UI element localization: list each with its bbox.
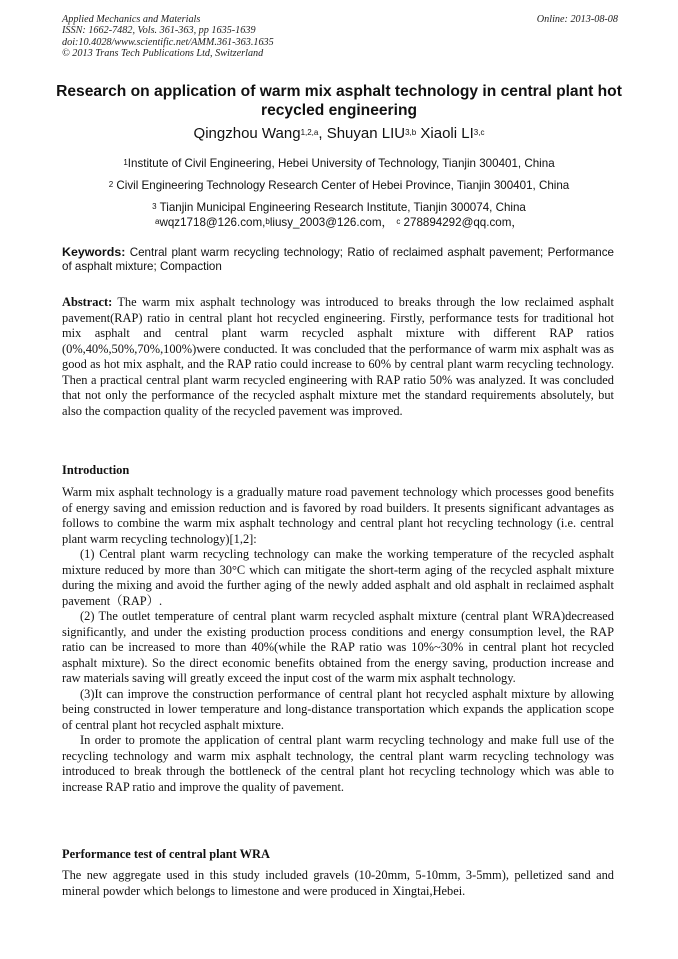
affiliation-sup: 1 (123, 158, 128, 167)
doi-line: doi:10.4028/www.scientific.net/AMM.361-363.1635 (62, 36, 274, 48)
author-separator: , (318, 125, 327, 142)
author-list (50, 124, 628, 143)
email-sup: c (396, 217, 401, 226)
affiliation-sup: 2 (108, 180, 114, 189)
performance-body (62, 868, 614, 899)
abstract-label: Abstract: (62, 295, 113, 309)
copyright-line: © 2013 Trans Tech Publications Ltd, Switzerland (62, 48, 264, 60)
paragraph: In order to promote the application of central plant warm recycling technology and make full use of the recycling technology and warm mix asphalt technology, the central plant warm recycling technology was introduced to break through the bottleneck of the central plant hot recycling technology which was able to increase RAP ratio and improve the quality of pavement. (62, 733, 614, 794)
affiliation-sup: 3 (152, 202, 157, 211)
affiliation-text: Tianjin Municipal Engineering Research Institute, Tianjin 300074, China (159, 201, 526, 214)
online-date: Online: 2013-08-08 (536, 14, 618, 25)
affiliation (50, 157, 628, 171)
introduction-body (62, 485, 614, 795)
email-a: wqz1718@126.com, (159, 216, 266, 229)
keywords-text: Central plant warm recycling technology; Ratio of reclaimed asphalt pavement; Performance of asphalt mixture; Compaction (62, 246, 614, 274)
journal-header (62, 14, 618, 60)
abstract-text: The warm mix asphalt technology was introduced to breaks through the low reclaimed asphalt pavement(RAP) ratio in central plant hot recycled engineering. Firstly, performance tests for traditional hot mix asphalt and central plant warm recycled asphalt mixture with different RAP ratios (0%,40%,50%,70%,100%)were conducted. It was concluded that the performance of warm mix asphalt was as good as hot mix asphalt, and the RAP ratio could increase to 60% by central plant warm recycling technology. Then a practical central plant warm recycled engineering with RAP ratio 50% was analyzed. It was concluded that not only the performance of the recycled asphalt mixture met the standard requirements absolutely, but also the compaction quality of the recycled pavement was improved. (62, 295, 614, 418)
abstract (62, 295, 614, 419)
paragraph: (1) Central plant warm recycling technology can make the working temperature of the recycled asphalt mixture reduced by more than 30°C which can mitigate the short-term aging of the recycled asphalt mixture during the mixing and avoid the further aging of the newly added asphalt and old asphalt in reclaimed asphalt pavement（RAP）. (62, 547, 614, 608)
keywords (62, 245, 614, 274)
affiliation (50, 179, 628, 193)
paragraph: The new aggregate used in this study included gravels (10-20mm, 5-10mm, 3-5mm), pelletized sand and mineral powder which belongs to limestone and were produced in Xingtai,Hebei. (62, 868, 614, 898)
author-sup: 1,2,a (300, 128, 319, 137)
email-line (50, 216, 628, 230)
paragraph: (3)It can improve the construction performance of central plant hot recycled asphalt mixture by allowing being constructed in lower temperature and long-distance transportation which expands the application scope of central plant hot recycled asphalt mixture. (62, 686, 614, 732)
paragraph: (2) The outlet temperature of central plant warm recycled asphalt mixture (central plant WRA)decreased significantly, and under the existing production process conditions and energy consumption level, the RAP ratio can be increased to more than 40%(while the RAP ratio was 10%~30% in central plant hot recycled asphalt mixture). So the direct economic benefits obtained from the energy saving, production increase and raw materials saving will greatly exceed the input cost of the warm mix asphalt technology. (62, 609, 614, 685)
paper-title: Research on application of warm mix asphalt technology in central plant hot recycled engineering (56, 83, 622, 119)
affiliation-text: Institute of Civil Engineering, Hebei University of Technology, Tianjin 300401, China (127, 157, 555, 170)
author-name: Qingzhou Wang (193, 125, 301, 142)
affiliation (50, 201, 628, 215)
author-name: Shuyan LIU (326, 125, 406, 142)
author-name: Xiaoli LI (420, 125, 474, 142)
issn-line: ISSN: 1662-7482, Vols. 361-363, pp 1635-1639 (62, 25, 256, 37)
author-sup: 3,b (405, 128, 417, 137)
author-sup: 3,c (473, 128, 485, 137)
email-sup: a (155, 217, 160, 226)
section-heading-performance: Performance test of central plant WRA (62, 847, 270, 861)
email-c: 278894292@qq.com， (403, 216, 523, 229)
email-sup: b (265, 217, 270, 226)
paragraph: Warm mix asphalt technology is a gradually mature road pavement technology which processes good benefits of energy saving and emission reduction and is favored by road builders. It presents significant advantages as follows to combine the warm mix asphalt technology and central plant hot recycling technology (i.e. central plant warm recycling technology)[1,2]: (62, 485, 614, 546)
journal-name: Applied Mechanics and Materials (62, 14, 201, 25)
section-heading-introduction: Introduction (62, 463, 130, 477)
affiliation-text: Civil Engineering Technology Research Center of Hebei Province, Tianjin 300401, China (116, 179, 570, 192)
keywords-label: Keywords: (62, 245, 126, 259)
email-b: liusy_2003@126.com， (269, 216, 394, 229)
